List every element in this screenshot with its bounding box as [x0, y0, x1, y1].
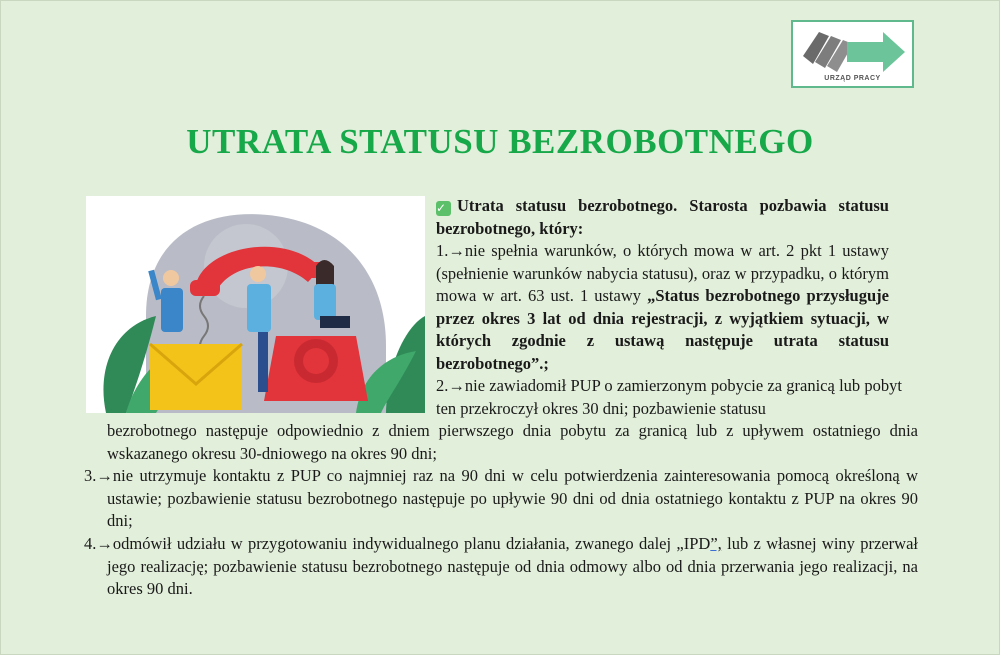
illustration-image [86, 196, 425, 413]
list-item-text: nie utrzymuje kontaktu z PUP co najmniej raz na 90 dni w celu potwierdzenia zainteresowania pomocą określoną w ustawie; pozbawienie statusu bezrobotnego następuje po upływie 90 dni od dnia ostatniego kontaktu z PUP na okres 90 dni; [107, 466, 918, 530]
list-item-3: 3.→nie utrzymuje kontaktu z PUP co najmniej raz na 90 dni w celu potwierdzenia zainteresowania pomocą określoną w ustawie; pozbawienie statusu bezrobotnego następuje po upływie 90 dni od dnia ostatniego kontaktu z PUP na okres 90 dni; [84, 466, 918, 530]
list-item-text: lub z własnej winy przerwał jego realizację; pozbawienie statusu bezrobotnego następuje od dnia odmowy albo od dnia przerwania jego realizacji, na okres 90 dni. [107, 534, 918, 598]
urzad-pracy-logo [791, 20, 914, 88]
list-item-1: 1.→nie spełnia warunków, o których mowa w art. 2 pkt 1 ustawy (spełnienie warunków nabycia statusu), oraz w przypadku, o którym mowa w art. 63 ust. 1 ustawy „Status bezrobotnego przysługuje przez okres 3 lat od dnia rejestracji, z wyjątkiem sytuacji, w których zgodnie z ustawą następuje utrata statusu bezrobotnego”.; [436, 241, 889, 373]
list-item-4: 4.→odmówił udziału w przygotowaniu indywidualnego planu działania, zwanego dalej „IPD”, lub z własnej winy przerwał jego realizację; pozbawienie statusu bezrobotnego następuje od dnia odmowy albo od dnia przerwania jego realizacji, na okres 90 dni. [84, 534, 918, 598]
quote-bold: „Status bezrobotnego przysługuje przez okres 3 lat od dnia rejestracji, z wyjątkiem sytuacji, w których zgodnie z ustawą następuje utrata statusu bezrobotnego”.; [436, 286, 889, 373]
list-item-text: bezrobotnego następuje odpowiednio z dniem pierwszego dnia pobytu za granicą lub z upływem ostatniego dnia wskazanego okresu 30-dniowego na okres 90 dni; [107, 421, 918, 463]
list-item-text: nie spełnia warunków, o których mowa w art. 2 pkt 1 ustawy (spełnienie warunków nabycia statusu), oraz w przypadku, o którym mowa w art. 63 ust. 1 ustawy [436, 241, 889, 305]
list-number: 1. [436, 241, 449, 260]
intro-heading: Utrata statusu bezrobotnego. Starosta pozbawia statusu bezrobotnego, który: [436, 196, 889, 238]
check-mark-icon: ✓ [436, 201, 451, 216]
list-item-2-part2 [107, 420, 918, 465]
page-title: UTRATA STATUSU BEZROBOTNEGO [186, 122, 814, 161]
list-item-2-part1: 2.→nie zawiadomił PUP o zamierzonym pobycie za granicą lub pobyt ten przekroczył okres 30 dni; pozbawienie statusu [436, 376, 902, 418]
list-number: 3. [84, 466, 97, 485]
list-number: 4. [84, 534, 97, 553]
list-item-text: odmówił udziału w przygotowaniu indywidualnego planu działania, zwanego dalej „IPD [112, 534, 711, 553]
list-number: 2. [436, 376, 449, 395]
logo-arrow-icon [799, 26, 907, 76]
list-item-text: nie zawiadomił PUP o zamierzonym pobycie za granicą lub pobyt ten przekroczył okres 30 dni; pozbawienie statusu [436, 376, 902, 418]
logo-text: URZĄD PRACY [824, 75, 881, 82]
quote-close: ”, [710, 534, 722, 553]
intro-block [436, 195, 889, 240]
